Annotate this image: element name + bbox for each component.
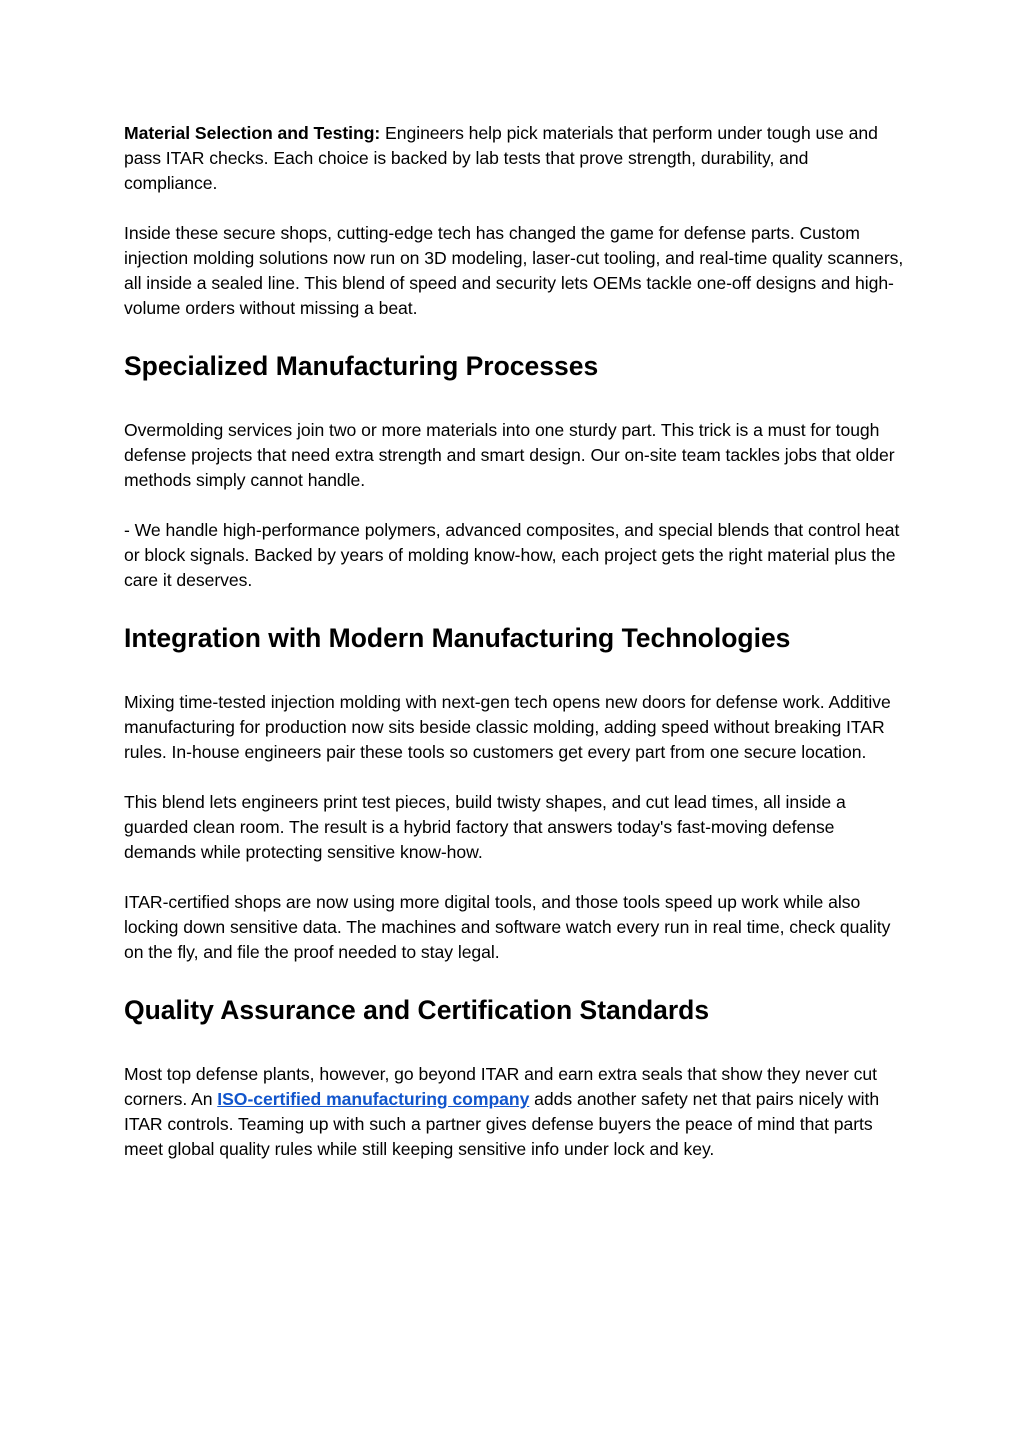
certification-text-after: adds another safety net that pairs nicely with ITAR controls. Teaming up with such a partner gives defense buyers the peace of mind that parts meet global quality rules while still keeping sensitive info under lock and key. xyxy=(124,1089,880,1159)
digital-tools-paragraph: ITAR-certified shops are now using more digital tools, and those tools speed up work while also locking down sensitive data. The machines and software watch every run in real time, check quality on the fly, and file the proof needed to stay legal. xyxy=(124,892,891,962)
section-heading-quality-assurance: Quality Assurance and Certification Standards xyxy=(124,995,710,1025)
material-selection-text: Engineers help pick materials that perform under tough use and pass ITAR checks. Each choice is backed by lab tests that prove strength, durability, and compliance. xyxy=(124,123,878,193)
material-selection-lead: Material Selection and Testing: xyxy=(124,123,381,143)
certification-paragraph xyxy=(124,1062,904,1162)
secure-shops-paragraph: Inside these secure shops, cutting-edge tech has changed the game for defense parts. Custom injection molding solutions now run on 3D modeling, laser-cut tooling, and real-time quality scanners, all inside a sealed line. This blend of speed and security lets OEMs tackle one-off designs and high-volume orders without missing a beat. xyxy=(124,223,904,318)
materials-paragraph: - We handle high-performance polymers, advanced composites, and special blends that control heat or block signals. Backed by years of molding know-how, each project gets the right material plus the care it deserves. xyxy=(124,520,900,590)
certification-text-before: Most top defense plants, however, go beyond ITAR and earn extra seals that show they never cut corners. An xyxy=(124,1064,877,1109)
blend-paragraph: This blend lets engineers print test pieces, build twisty shapes, and cut lead times, all inside a guarded clean room. The result is a hybrid factory that answers today's fast-moving defense demands while protecting sensitive know-how. xyxy=(124,792,846,862)
iso-certified-company-link[interactable]: ISO-certified manufacturing company xyxy=(217,1089,530,1109)
overmolding-paragraph: Overmolding services join two or more materials into one sturdy part. This trick is a must for tough defense projects that need extra strength and smart design. Our on-site team tackles jobs that older methods simply cannot handle. xyxy=(124,420,895,490)
section-heading-integration: Integration with Modern Manufacturing Technologies xyxy=(124,623,791,653)
mixing-paragraph: Mixing time-tested injection molding with next-gen tech opens new doors for defense work. Additive manufacturing for production now sits beside classic molding, adding speed without breaking ITAR rules. In-house engineers pair these tools so customers get every part from one secure location. xyxy=(124,692,891,762)
material-selection-paragraph xyxy=(124,121,904,196)
document-page xyxy=(124,121,904,1162)
section-heading-specialized-processes: Specialized Manufacturing Processes xyxy=(124,351,599,381)
